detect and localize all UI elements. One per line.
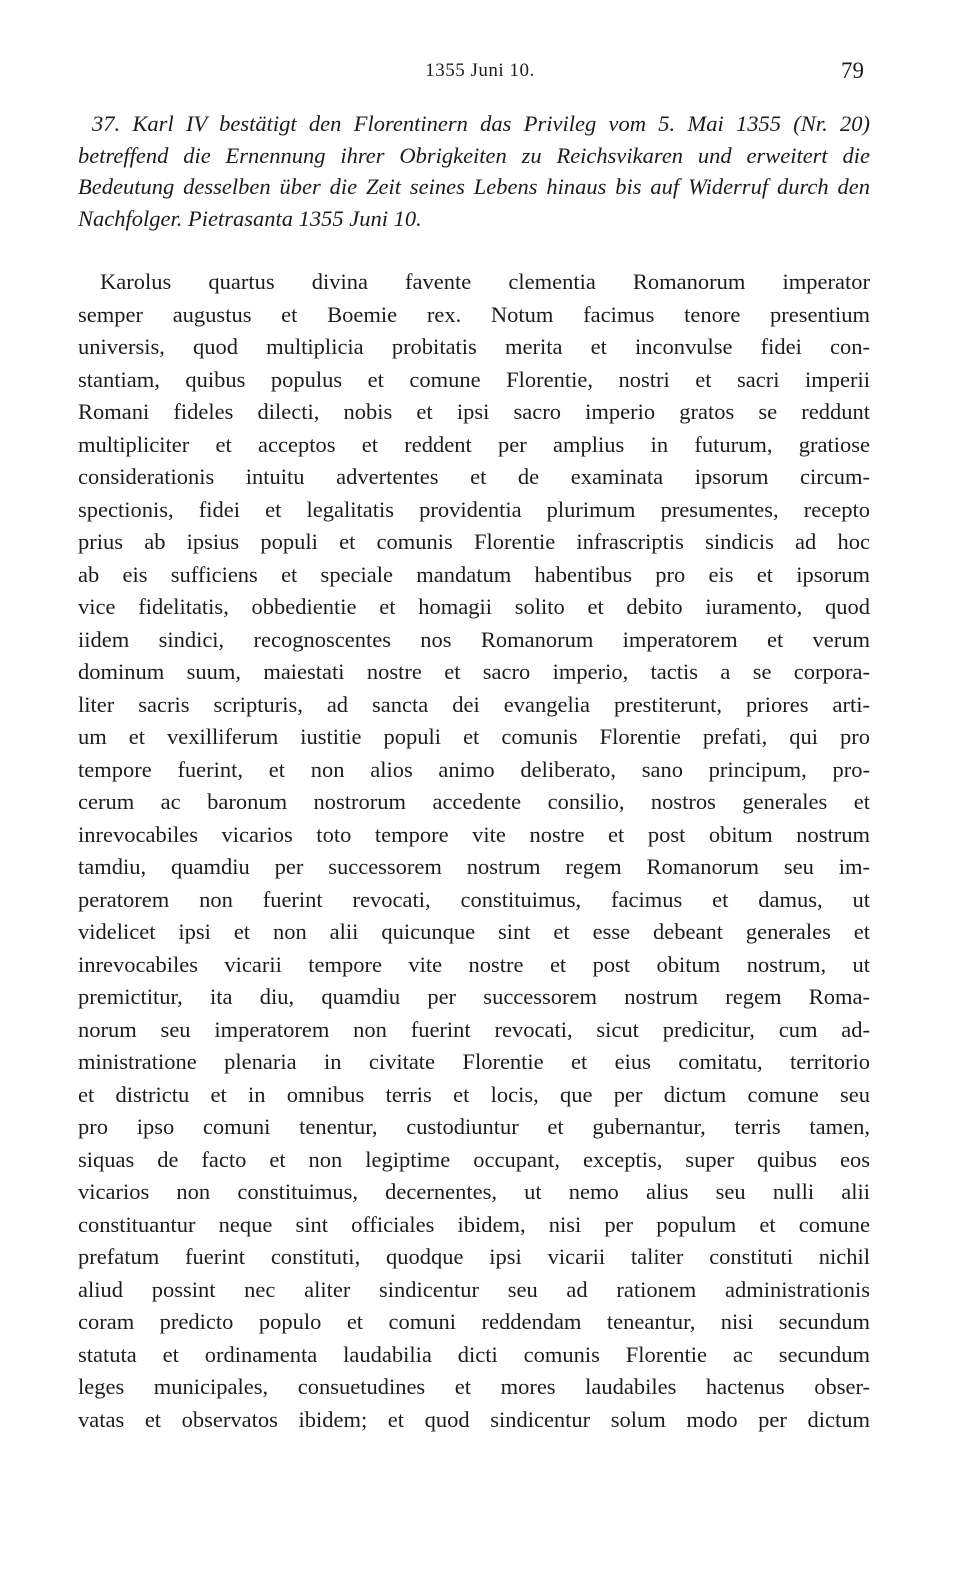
body-line: norum seu imperatorem non fuerint revocati, sicut predicitur, cum ad-	[78, 1016, 870, 1042]
body-line: prius ab ipsius populi et comunis Florentie infrascriptis sindicis ad hoc	[78, 529, 870, 554]
body-line: considerationis intuitu advertentes et de examinata ipsorum circum-	[78, 464, 870, 489]
running-title: 1355 Juni 10.	[425, 60, 535, 81]
body-line: liter sacris scripturis, ad sancta dei evangelia prestiterunt, priores arti-	[78, 691, 870, 717]
body-line: leges municipales, consuetudines et mores laudabiles hactenus obser-	[78, 1374, 870, 1399]
body-line: premictitur, ita diu, quamdiu per successorem nostrum regem Roma-	[78, 984, 870, 1009]
body-line: peratorem non fuerint revocati, constituimus, facimus et damus, ut	[78, 886, 870, 912]
body-line: multipliciter et acceptos et reddent per amplius in futurum, gratiose	[78, 431, 870, 457]
body-line: iidem sindici, recognoscentes nos Romanorum imperatorem et verum	[78, 626, 870, 652]
body-line: et districtu et in omnibus terris et locis, que per dictum comune seu	[78, 1081, 870, 1107]
body-line: coram predicto populo et comuni reddendam teneantur, nisi secundum	[78, 1309, 870, 1334]
body-line: vice fidelitatis, obbedientie et homagii solito et debito iuramento, quod	[78, 594, 870, 619]
body-line: spectionis, fidei et legalitatis providentia plurimum presumentes, recepto	[78, 496, 870, 522]
body-line: videlicet ipsi et non alii quicunque sint et esse debeant generales et	[78, 919, 870, 944]
document-body	[78, 266, 870, 1436]
body-line: Romani fideles dilecti, nobis et ipsi sacro imperio gratos se reddunt	[78, 399, 870, 424]
body-line: constituantur neque sint officiales ibidem, nisi per populum et comune	[78, 1211, 870, 1237]
body-line: tamdiu, quamdiu per successorem nostrum regem Romanorum seu im-	[78, 854, 870, 879]
body-line: Karolus quartus divina favente clementia Romanorum imperator	[100, 269, 870, 294]
page-number: 79	[841, 58, 864, 83]
body-line: vatas et observatos ibidem; et quod sindicentur solum modo per dictum	[78, 1406, 870, 1432]
body-line: ministratione plenaria in civitate Florentie et eius comitatu, territorio	[78, 1049, 870, 1074]
body-line: vicarios non constituimus, decernentes, ut nemo alius seu nulli alii	[78, 1179, 870, 1204]
body-line: ab eis sufficiens et speciale mandatum habentibus pro eis et ipsorum	[78, 561, 870, 587]
body-line: dominum suum, maiestati nostre et sacro imperio, tactis a se corpora-	[78, 659, 870, 684]
body-line: semper augustus et Boemie rex. Notum facimus tenore presentium	[78, 301, 870, 327]
body-line: pro ipso comuni tenentur, custodiuntur et gubernantur, terris tamen,	[78, 1114, 870, 1139]
body-line: statuta et ordinamenta laudabilia dicti comunis Florentie ac secundum	[78, 1341, 870, 1367]
body-line: aliud possint nec aliter sindicentur seu ad rationem administrationis	[78, 1276, 870, 1302]
body-line: um et vexilliferum iustitie populi et comunis Florentie prefati, qui pro	[78, 724, 870, 749]
body-line: siquas de facto et non legiptime occupant, exceptis, super quibus eos	[78, 1146, 870, 1172]
body-line: inrevocabiles vicarios toto tempore vite nostre et post obitum nostrum	[78, 821, 870, 847]
body-line: cerum ac baronum nostrorum accedente consilio, nostros generales et	[78, 789, 870, 814]
body-line: prefatum fuerint constituti, quodque ipsi vicarii taliter constituti nichil	[78, 1244, 870, 1269]
body-line: inrevocabiles vicarii tempore vite nostre et post obitum nostrum, ut	[78, 951, 870, 977]
document-regest: 37. Karl IV bestätigt den Florentinern das Privileg vom 5. Mai 1355 (Nr. 20) betreffend die Ernennung ihrer Obrigkeiten zu Reichsvikaren und erweitert die Bedeutung desselben über die Zeit seines Lebens hinaus bis auf Widerruf durch den Nachfolger. Pietrasanta 1355 Juni 10.	[78, 111, 870, 231]
body-line: tempore fuerint, et non alios animo deliberato, sano principum, pro-	[78, 756, 870, 782]
body-line: universis, quod multiplicia probitatis merita et inconvulse fidei con-	[78, 334, 870, 359]
body-line: stantiam, quibus populus et comune Florentie, nostri et sacri imperii	[78, 366, 870, 392]
running-head	[0, 58, 960, 88]
